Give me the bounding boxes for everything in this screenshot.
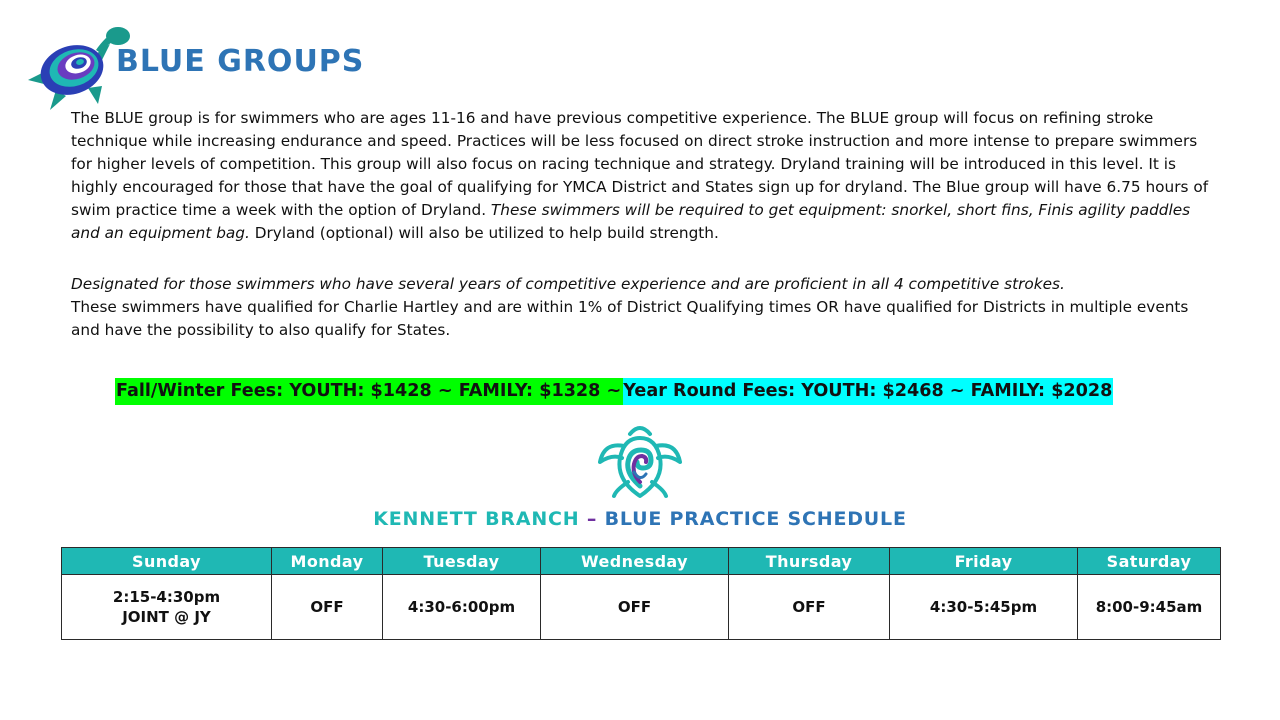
schedule-cell-saturday: 8:00-9:45am [1078,575,1221,640]
eligibility-paragraph [71,273,1221,342]
page-title: BLUE GROUPS [116,44,365,79]
table-row [62,575,1221,640]
equipment-requirement-text: These swimmers will be required to get equipment: snorkel, short fins, Finis agility paddles and an equipment bag. [71,201,1191,242]
day-header: Saturday [1078,548,1221,575]
description-text: The BLUE group is for swimmers who are ages 11-16 and have previous competitive experience. The BLUE group will focus on refining stroke technique while increasing endurance and speed. Practices will be less focused on direct stroke instruction and more intense to prepare swimmers for higher levels of competition. This group will also focus on racing technique and strategy. Dryland training will be introduced in this level. It is highly encouraged for those that have the goal of qualifying for YMCA District and States sign up for dryland. The Blue group will have 6.75 hours of swim practice time a week with the option of Dryland. [71,109,1209,219]
fall-winter-fees: Fall/Winter Fees: YOUTH: $1428 ~ FAMILY: $1328 ~ [115,378,623,405]
table-header-row [62,548,1221,575]
cell-time: 2:15-4:30pm [112,588,221,606]
dryland-text: Dryland (optional) will also be utilized to help build strength. [249,224,719,242]
schedule-cell-thursday: OFF [729,575,890,640]
day-header: Thursday [729,548,890,575]
schedule-title [0,508,1280,530]
day-header: Tuesday [383,548,541,575]
day-header: Wednesday [541,548,729,575]
description-paragraph [71,107,1221,245]
turtle-emblem-icon [594,420,686,500]
schedule-cell-sunday [62,575,272,640]
practice-schedule-table [61,547,1221,640]
schedule-group-label: BLUE PRACTICE SCHEDULE [604,508,907,530]
fees-banner [115,378,1113,405]
eligibility-italic-text: Designated for those swimmers who have several years of competitive experience and are proficient in all 4 competitive strokes. [71,275,1065,293]
eligibility-text: These swimmers have qualified for Charlie Hartley and are within 1% of District Qualifying times OR have qualified for Districts in multiple events and have the possibility to also qualify for States. [71,298,1189,339]
schedule-branch-label: KENNETT BRANCH [373,508,580,530]
day-header: Friday [890,548,1078,575]
schedule-cell-friday: 4:30-5:45pm [890,575,1078,640]
schedule-cell-tuesday: 4:30-6:00pm [383,575,541,640]
day-header: Monday [272,548,383,575]
schedule-title-dash: – [579,508,605,530]
day-header: Sunday [62,548,272,575]
schedule-cell-wednesday: OFF [541,575,729,640]
schedule-cell-monday: OFF [272,575,383,640]
cell-note: JOINT @ JY [122,608,211,626]
year-round-fees: Year Round Fees: YOUTH: $2468 ~ FAMILY: $2028 [623,378,1113,405]
